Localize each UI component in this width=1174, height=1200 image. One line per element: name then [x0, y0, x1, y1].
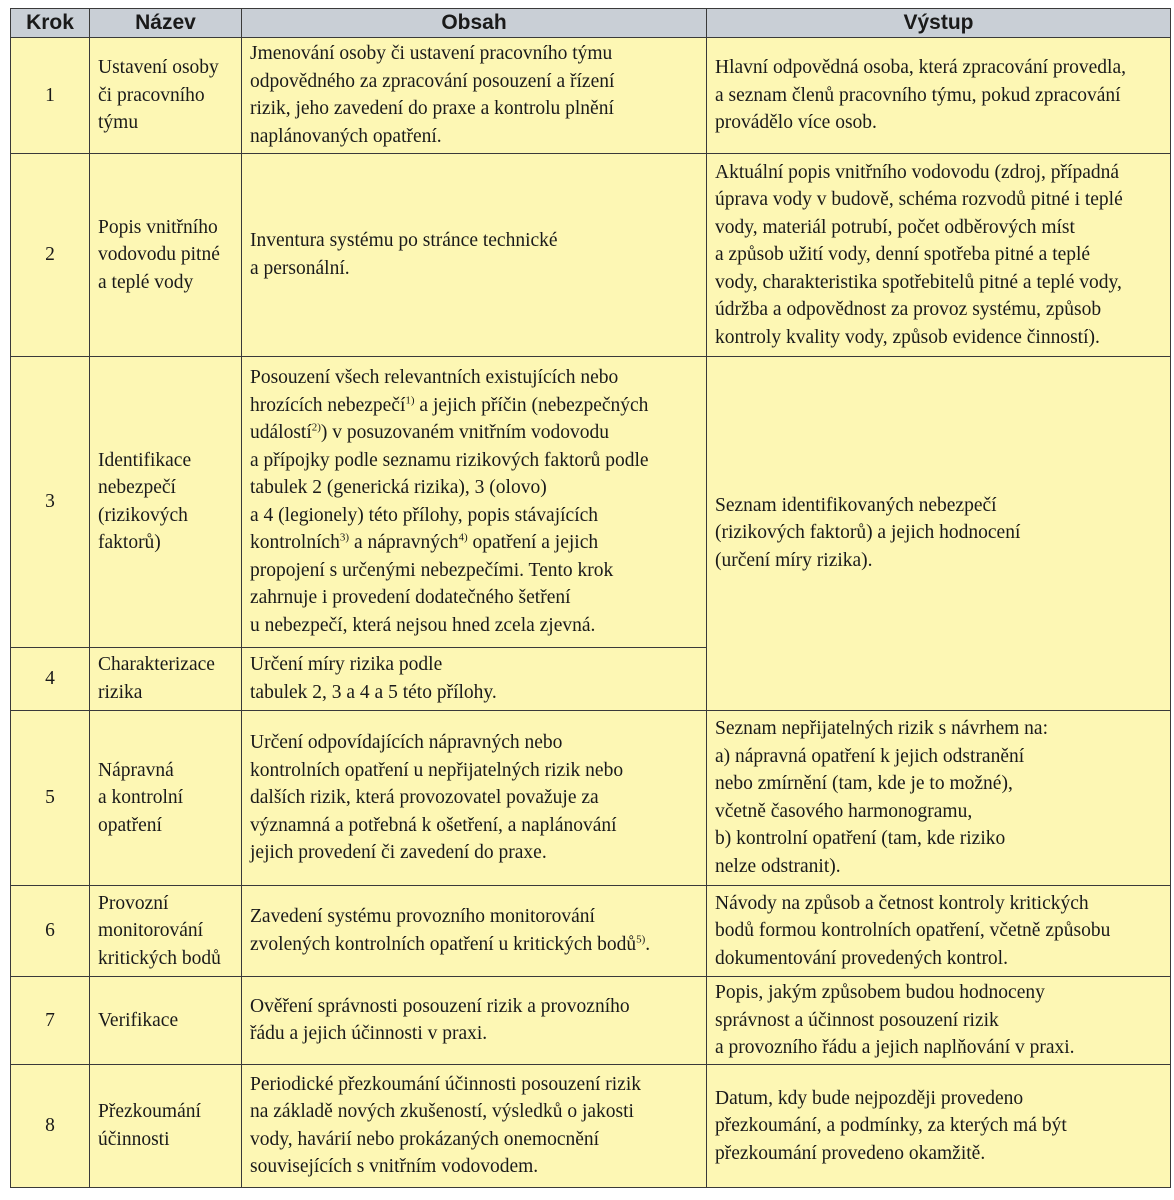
- step-name: Přezkoumání účinnosti: [90, 1064, 242, 1187]
- footnote-ref: 4): [458, 531, 468, 544]
- table-row: [11, 153, 1171, 356]
- step-name: Provozní monitorování kritických bodů: [90, 885, 242, 976]
- content-text: a jejich příčin (nebezpečných událostí: [250, 394, 649, 444]
- footnote-ref: 3): [339, 531, 350, 544]
- step-content: Inventura systému po stránce technické a personální.: [242, 153, 707, 356]
- step-number: 4: [11, 648, 90, 711]
- footnote-ref: 2): [311, 421, 321, 434]
- step-name: Popis vnitřního vodovodu pitné a teplé vody: [90, 153, 242, 356]
- step-content: [242, 356, 707, 647]
- step-content: Periodické přezkoumání účinnosti posouzení rizik na základě nových zkušeností, výsledků o jakosti vody, havárií nebo prokázaných onemocnění souvisejících s vnitřním vodovodem.: [242, 1064, 707, 1187]
- content-text: ) v posuzovaném vnitřním vodovodu a přípojky podle seznamu rizikových faktorů podle tabulek 2 (generická rizika), 3 (olovo) a 4 (legionely) této přílohy, popis stávajících kontrolních: [250, 422, 649, 554]
- step-number: 7: [11, 976, 90, 1064]
- table-row: [11, 976, 1171, 1064]
- step-number: 2: [11, 153, 90, 356]
- footnote-ref: 5): [636, 933, 646, 946]
- table-row: [11, 38, 1171, 154]
- step-output: Návody na způsob a četnost kontroly kritických bodů formou kontrolních opatření, včetně způsobu dokumentování provedených kontrol.: [707, 885, 1171, 976]
- step-content: Jmenování osoby či ustavení pracovního týmu odpovědného za zpracování posouzení a řízení rizik, jeho zavedení do praxe a kontrolu plnění naplánovaných opatření.: [242, 38, 707, 154]
- header-krok: Krok: [11, 9, 90, 38]
- content-text: Zavedení systému provozního monitorování zvolených kontrolních opatření u kritických bodů: [250, 906, 637, 955]
- header-row: [11, 9, 1171, 38]
- step-number: 1: [11, 38, 90, 154]
- header-nazev: Název: [90, 9, 242, 38]
- table-row: [11, 356, 1171, 647]
- step-output: Aktuální popis vnitřního vodovodu (zdroj, případná úprava vody v budově, schéma rozvodů pitné i teplé vody, materiál potrubí, počet odběrových míst a způsob užití vody, denní spotřeba pitné a teplé vody, charakteristika spotřebitelů pitné a teplé vody, údržba a odpovědnost za provoz systému, způsob kontroly kvality vody, způsob evidence činností).: [707, 153, 1171, 356]
- step-output: Popis, jakým způsobem budou hodnoceny správnost a účinnost posouzení rizik a provozního řádu a jejich naplňování v praxi.: [707, 976, 1171, 1064]
- table-row: [11, 1064, 1171, 1187]
- content-text: .: [645, 933, 651, 955]
- step-name: Ustavení osoby či pracovního týmu: [90, 38, 242, 154]
- table-row: [11, 710, 1171, 885]
- step-output: Seznam nepřijatelných rizik s návrhem na: a) nápravná opatření k jejich odstranění nebo zmírnění (tam, kde je to možné), včetně časového harmonogramu, b) kontrolní opatření (tam, kde riziko nelze odstranit).: [707, 710, 1171, 885]
- step-content: [242, 885, 707, 976]
- footnote-ref: 1): [405, 394, 415, 407]
- step-output: Hlavní odpovědná osoba, která zpracování provedla, a seznam členů pracovního týmu, pokud zpracování provádělo více osob.: [707, 38, 1171, 154]
- header-vystup: Výstup: [707, 9, 1171, 38]
- step-name: Charakterizace rizika: [90, 648, 242, 711]
- content-text: opatření a jejich propojení s určenými nebezpečími. Tento krok zahrnuje i provedení dodatečného šetření u nebezpečí, která nejsou hned zcela zjevná.: [250, 532, 614, 636]
- header-obsah: Obsah: [242, 9, 707, 38]
- step-name: Identifikace nebezpečí (rizikových faktorů): [90, 356, 242, 647]
- step-output: Seznam identifikovaných nebezpečí (rizikových faktorů) a jejich hodnocení (určení míry rizika).: [707, 356, 1171, 710]
- step-content: Určení míry rizika podle tabulek 2, 3 a 4 a 5 této přílohy.: [242, 648, 707, 711]
- content-text: Posouzení všech relevantních existujících nebo hrozících nebezpečí: [250, 367, 619, 416]
- step-number: 8: [11, 1064, 90, 1187]
- step-output: Datum, kdy bude nejpozději provedeno přezkoumání, a podmínky, za kterých má být přezkoumání provedeno okamžitě.: [707, 1064, 1171, 1187]
- content-text: a nápravných: [349, 532, 459, 554]
- step-name: Nápravná a kontrolní opatření: [90, 710, 242, 885]
- risk-assessment-table: [10, 8, 1171, 1188]
- table-row: [11, 885, 1171, 976]
- step-content: Určení odpovídajících nápravných nebo kontrolních opatření u nepřijatelných rizik nebo dalších rizik, která provozovatel považuje za významná a potřebná k ošetření, a naplánování jejich provedení či zavedení do praxe.: [242, 710, 707, 885]
- step-number: 6: [11, 885, 90, 976]
- step-number: 3: [11, 356, 90, 647]
- step-number: 5: [11, 710, 90, 885]
- step-name: Verifikace: [90, 976, 242, 1064]
- step-content: Ověření správnosti posouzení rizik a provozního řádu a jejich účinnosti v praxi.: [242, 976, 707, 1064]
